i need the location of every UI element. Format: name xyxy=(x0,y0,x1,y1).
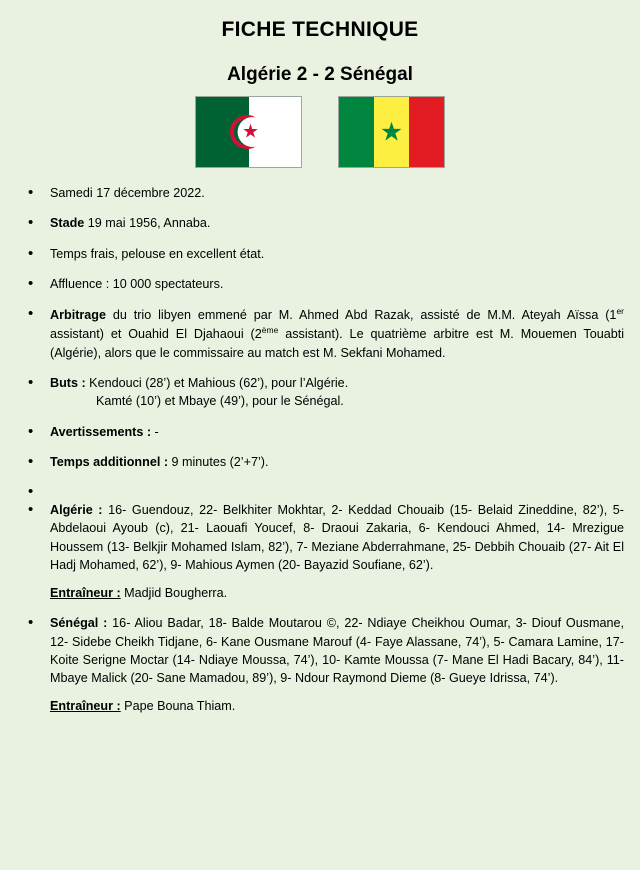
referee-sup-1: er xyxy=(616,306,624,316)
list-spacer xyxy=(16,483,624,489)
senegal-flag xyxy=(338,96,445,168)
referee-sup-2: ème xyxy=(261,325,279,336)
cards-text: - xyxy=(151,424,159,439)
senegal-flag-red-band xyxy=(409,97,444,167)
list-item-algeria-lineup xyxy=(16,501,624,602)
algeria-flag xyxy=(195,96,302,168)
algeria-lineup-text: 16- Guendouz, 22- Belkhiter Mokhtar, 2- Keddad Chouaib (15- Belaid Zineddine, 82’), 5- Abdelaoui Ayoub (c), 21- Laouafi Youcef, 8- Draoui Zakaria, 6- Kendouci Ahmed, 14- Mrezigue Houssem (13- Belkjir Mohamed Islam, 82’), 7- Meziane Abderrahmane, 25- Debbih Chouaib (27- Ait El Hadj Mohamed, 62’), 9- Mahious Aymen (20- Bayazid Soufiane, 62’). xyxy=(50,503,625,572)
list-item-stadium xyxy=(16,214,624,232)
list-item-referees xyxy=(16,305,624,362)
list-item-date xyxy=(16,184,624,202)
senegal-coach-name: Pape Bouna Thiam. xyxy=(120,699,236,714)
page-title: FICHE TECHNIQUE xyxy=(221,18,419,41)
cards-label: Avertissements : xyxy=(50,424,152,439)
algeria-label: Algérie : xyxy=(50,503,103,518)
senegal-label: Sénégal : xyxy=(50,616,108,631)
weather-text: Temps frais, pelouse en excellent état. xyxy=(50,246,265,261)
referee-text-1: du trio libyen emmené par M. Ahmed Abd Razak, assisté de M.M. Ateyah Aïssa (1 xyxy=(105,308,617,323)
senegal-coach-label: Entraîneur : xyxy=(50,699,121,714)
goals-line-2: Kamté (10’) et Mbaye (49’), pour le Sénégal. xyxy=(96,394,344,409)
senegal-coach xyxy=(50,697,624,715)
list-item-senegal-lineup xyxy=(16,614,624,715)
referee-text-2: assistant) et Ouahid El Djahaoui (2 xyxy=(50,327,262,342)
goals-line-1: Kendouci (28’) et Mahious (62’), pour l’Algérie. xyxy=(85,376,349,391)
referee-label: Arbitrage xyxy=(50,308,106,323)
list-item-cards xyxy=(16,423,624,441)
list-item-attendance xyxy=(16,275,624,293)
stadium-label: Stade xyxy=(50,216,85,231)
algeria-coach xyxy=(50,584,624,602)
added-time-label: Temps additionnel : xyxy=(50,454,169,469)
stadium-text: 19 mai 1956, Annaba. xyxy=(84,216,211,231)
goals-label: Buts : xyxy=(50,376,86,391)
algeria-coach-label: Entraîneur : xyxy=(50,586,121,601)
added-time-text: 9 minutes (2’+7’). xyxy=(168,454,269,469)
flags-row xyxy=(16,96,624,168)
list-item-added-time xyxy=(16,453,624,471)
list-item-goals xyxy=(16,374,624,411)
senegal-flag-star-icon: ★ xyxy=(379,116,404,147)
date-text: Samedi 17 décembre 2022. xyxy=(50,186,205,200)
algeria-flag-star-icon: ★ xyxy=(242,121,260,143)
senegal-flag-green-band xyxy=(339,97,374,167)
match-details-list xyxy=(16,184,624,716)
match-title: Algérie 2 - 2 Sénégal xyxy=(227,64,413,85)
referee-text-3: assistant). Le quatrième arbitre est M. Mouemen Touabti (Algérie), alors que le commissaire au match est M. Sekfani Mohamed. xyxy=(50,327,625,360)
senegal-lineup-text: 16- Aliou Badar, 18- Balde Moutarou ©, 22- Ndiaye Cheikhou Oumar, 3- Diouf Ousmane, 12- Sidebe Cheikh Tidjane, 6- Kane Ousmane Marouf (4- Faye Alassane, 74’), 5- Camara Lamine, 17- Koite Serigne Moctar (14- Ndiaye Moussa, 74’), 10- Kamte Moussa (7- Mane El Hadi Bacary, 84’), 11- Mbaye Malick (20- Sane Mamadou, 89’), 9- Ndour Raymond Dieme (8- Gueye Idrissa, 74’). xyxy=(50,616,624,686)
attendance-text: Affluence : 10 000 spectateurs. xyxy=(50,276,224,291)
algeria-coach-name: Madjid Bougherra. xyxy=(120,586,228,601)
list-item-weather xyxy=(16,245,624,263)
